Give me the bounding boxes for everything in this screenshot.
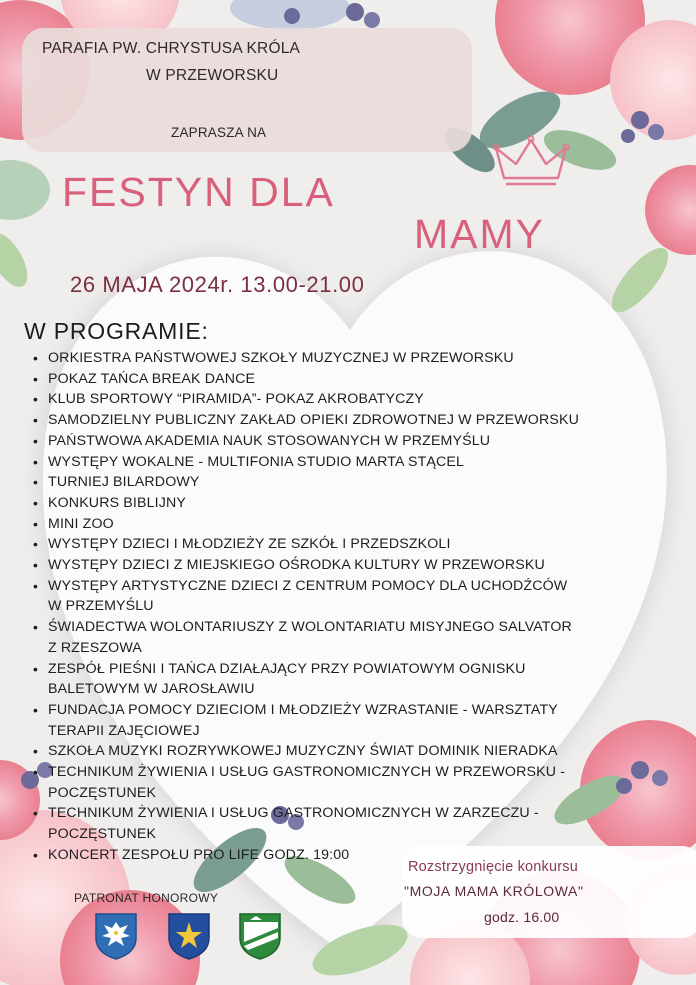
patronage-label: PATRONAT HONOROWY	[74, 891, 219, 905]
invitation-text: ZAPRASZA NA	[171, 125, 267, 140]
list-item: • ŚWIADECTWA WOLONTARIUSZY Z WOLONTARIATU MISYJNEGO SALVATOR Z RZESZOWA	[0, 617, 660, 658]
title-mamy: MAMY	[414, 211, 545, 257]
contest-name: "MOJA MAMA KRÓLOWA"	[404, 883, 584, 899]
list-item: • WYSTĘPY DZIECI I MŁODZIEŻY ZE SZKÓŁ I PRZEDSZKOLI	[0, 534, 660, 555]
program-heading: W PROGRAMIE:	[24, 318, 209, 344]
crown-icon	[490, 134, 572, 192]
patronage-crests	[94, 912, 284, 960]
title-festyn: FESTYN DLA	[62, 169, 335, 215]
list-item: • TECHNIKUM ŻYWIENIA I USŁUG GASTRONOMICZNYCH W PRZEWORSKU - POCZĘSTUNEK	[0, 762, 660, 803]
list-item: • WYSTĘPY ARTYSTYCZNE DZIECI Z CENTRUM POMOCY DLA UCHODŹCÓW W PRZEMYŚLU	[0, 576, 660, 617]
list-item: • KONKURS BIBLIJNY	[0, 493, 660, 514]
list-item: • SZKOŁA MUZYKI ROZRYWKOWEJ MUZYCZNY ŚWIAT DOMINIK NIERADKA	[0, 741, 660, 762]
list-item: • TURNIEJ BILARDOWY	[0, 472, 660, 493]
green-crest-icon	[238, 912, 282, 960]
contest-title: Rozstrzygnięcie konkursu	[408, 859, 579, 875]
event-date: 26 MAJA 2024r. 13.00-21.00	[70, 272, 365, 297]
eagle-crest-icon	[94, 912, 138, 960]
contest-time: godz. 16.00	[484, 909, 560, 925]
list-item: • MINI ZOO	[0, 514, 660, 535]
list-item: • POKAZ TAŃCA BREAK DANCE	[0, 369, 660, 390]
list-item: • SAMODZIELNY PUBLICZNY ZAKŁAD OPIEKI ZDROWOTNEJ W PRZEWORSKU	[0, 410, 660, 431]
program-list	[0, 348, 660, 866]
list-item: • KONCERT ZESPOŁU PRO LIFE GODZ. 19:00	[0, 845, 660, 866]
list-item: • KLUB SPORTOWY “PIRAMIDA”- POKAZ AKROBATYCZY	[0, 389, 660, 410]
list-item: • ZESPÓŁ PIEŚNI I TAŃCA DZIAŁAJĄCY PRZY POWIATOWYM OGNISKU BALETOWYM W JAROSŁAWIU	[0, 659, 660, 700]
list-item: • TECHNIKUM ŻYWIENIA I USŁUG GASTRONOMICZNYCH W ZARZECZU - POCZĘSTUNEK	[0, 803, 660, 844]
list-item: • FUNDACJA POMOCY DZIECIOM I MŁODZIEŻY WZRASTANIE - WARSZTATY TERAPII ZAJĘCIOWEJ	[0, 700, 660, 741]
star-crest-icon	[167, 912, 211, 960]
parish-town: W PRZEWORSKU	[146, 67, 279, 84]
list-item: • WYSTĘPY DZIECI Z MIEJSKIEGO OŚRODKA KULTURY W PRZEWORSKU	[0, 555, 660, 576]
list-item: • WYSTĘPY WOKALNE - MULTIFONIA STUDIO MARTA STĄCEL	[0, 452, 660, 473]
list-item: • ORKIESTRA PAŃSTWOWEJ SZKOŁY MUZYCZNEJ W PRZEWORSKU	[0, 348, 660, 369]
list-item: • PAŃSTWOWA AKADEMIA NAUK STOSOWANYCH W PRZEMYŚLU	[0, 431, 660, 452]
parish-name: PARAFIA PW. CHRYSTUSA KRÓLA	[42, 40, 301, 57]
